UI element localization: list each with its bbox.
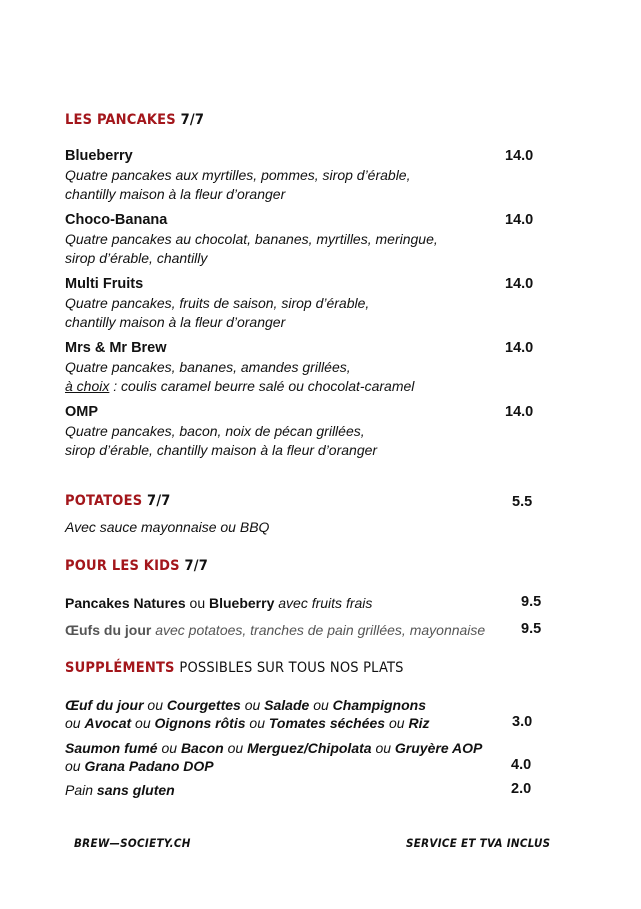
menu-item-name: Choco-Banana (65, 212, 168, 228)
desc-line: chantilly maison à la fleur d’oranger (65, 185, 286, 202)
supplement-line (65, 739, 482, 757)
desc-line: chantilly maison à la fleur d’oranger (65, 313, 286, 330)
section-title-potatoes (65, 493, 171, 509)
menu-item-price: 9.5 (521, 594, 542, 610)
availability: 7/7 (147, 493, 171, 509)
section-title-text: SUPPLÉMENTS (65, 660, 175, 676)
supplement-line (65, 757, 482, 775)
connector: ou (185, 595, 209, 611)
connector: ou (65, 715, 85, 731)
menu-item-description (65, 166, 410, 203)
kids-item-eggs (65, 621, 485, 639)
kids-item-pancakes (65, 594, 372, 612)
connector: ou (131, 715, 155, 731)
menu-item-price: 3.0 (512, 714, 533, 730)
desc-line: Quatre pancakes au chocolat, bananes, myrtilles, meringue, (65, 231, 438, 247)
connector: ou (157, 740, 181, 756)
menu-item-description: Avec sauce mayonnaise ou BBQ (65, 519, 270, 535)
availability: 7/7 (180, 112, 205, 128)
item-description: avec potatoes, tranches de pain grillées, mayonnaise (151, 622, 486, 638)
section-title-supplements (65, 660, 404, 676)
supplement-line (65, 696, 429, 714)
connector: ou (245, 715, 269, 731)
connector: Pain (65, 782, 97, 798)
option: Avocat (84, 715, 132, 731)
connector: ou (65, 758, 85, 774)
desc-line (65, 377, 414, 396)
connector: ou (240, 697, 265, 713)
menu-item-name: OMP (65, 404, 99, 420)
connector: ou (143, 697, 167, 713)
option: Grana Padano DOP (84, 758, 214, 774)
menu-item-price: 4.0 (511, 757, 532, 773)
option: Courgettes (166, 697, 241, 713)
menu-item-price: 14.0 (505, 212, 534, 228)
option: Merguez/Chipolata (247, 740, 372, 756)
menu-item-price: 14.0 (505, 404, 534, 420)
supplement-group (65, 696, 429, 732)
desc-line: Quatre pancakes, bananes, amandes grillées, (65, 359, 351, 375)
supplement-group (65, 781, 175, 799)
supplement-line (65, 714, 429, 732)
menu-item-name: Mrs & Mr Brew (65, 340, 167, 356)
footer-website: BREW—SOCIETY.CH (74, 836, 191, 850)
section-title-text: LES PANCAKES (65, 112, 176, 128)
menu-item-name: Multi Fruits (65, 276, 144, 292)
section-title-text: POTATOES (65, 493, 143, 509)
desc-line: Quatre pancakes, fruits de saison, sirop d’érable, (65, 295, 370, 311)
menu-item-price: 14.0 (505, 340, 534, 356)
item-name: Pancakes Natures (65, 595, 186, 611)
section-title-text: POUR LES KIDS (65, 558, 180, 574)
menu-item-price: 9.5 (521, 621, 542, 637)
option: Gruyère AOP (394, 740, 483, 756)
choice-options: : coulis caramel beurre salé ou chocolat-caramel (109, 377, 415, 394)
menu-item-description (65, 358, 414, 395)
menu-item-description (65, 230, 438, 267)
connector: ou (385, 715, 409, 731)
option: sans gluten (96, 782, 175, 798)
menu-item-description (65, 422, 377, 459)
menu-item-price: 14.0 (505, 148, 534, 164)
option: Riz (408, 715, 430, 731)
section-title-pancakes (65, 112, 204, 128)
choice-label: à choix (65, 377, 110, 394)
desc-line: sirop d’érable, chantilly (65, 249, 208, 266)
item-name: Blueberry (209, 595, 275, 611)
option: Œuf du jour (65, 697, 144, 713)
option: Oignons rôtis (154, 715, 246, 731)
availability: 7/7 (184, 558, 209, 574)
connector: ou (371, 740, 395, 756)
connector: ou (309, 697, 333, 713)
option: Tomates séchées (268, 715, 386, 731)
item-description: avec fruits frais (274, 595, 373, 611)
section-title-kids (65, 558, 208, 574)
menu-item-price: 5.5 (512, 494, 533, 510)
desc-line: Quatre pancakes, bacon, noix de pécan grillées, (65, 423, 365, 439)
connector: ou (223, 740, 248, 756)
desc-line: sirop d’érable, chantilly maison à la fleur d’oranger (65, 441, 378, 458)
footer-note: SERVICE ET TVA INCLUS (406, 836, 551, 850)
item-name: Œufs du jour (65, 622, 152, 638)
option: Saumon fumé (65, 740, 158, 756)
option: Salade (264, 697, 310, 713)
supplement-group (65, 739, 482, 775)
option: Champignons (332, 697, 427, 713)
menu-item-description (65, 294, 369, 331)
menu-item-price: 14.0 (505, 276, 534, 292)
menu-item-name: Blueberry (65, 148, 133, 164)
desc-line: Quatre pancakes aux myrtilles, pommes, sirop d’érable, (65, 167, 411, 183)
section-subtitle: POSSIBLES SUR TOUS NOS PLATS (179, 660, 404, 676)
menu-item-price: 2.0 (511, 781, 532, 797)
option: Bacon (180, 740, 224, 756)
